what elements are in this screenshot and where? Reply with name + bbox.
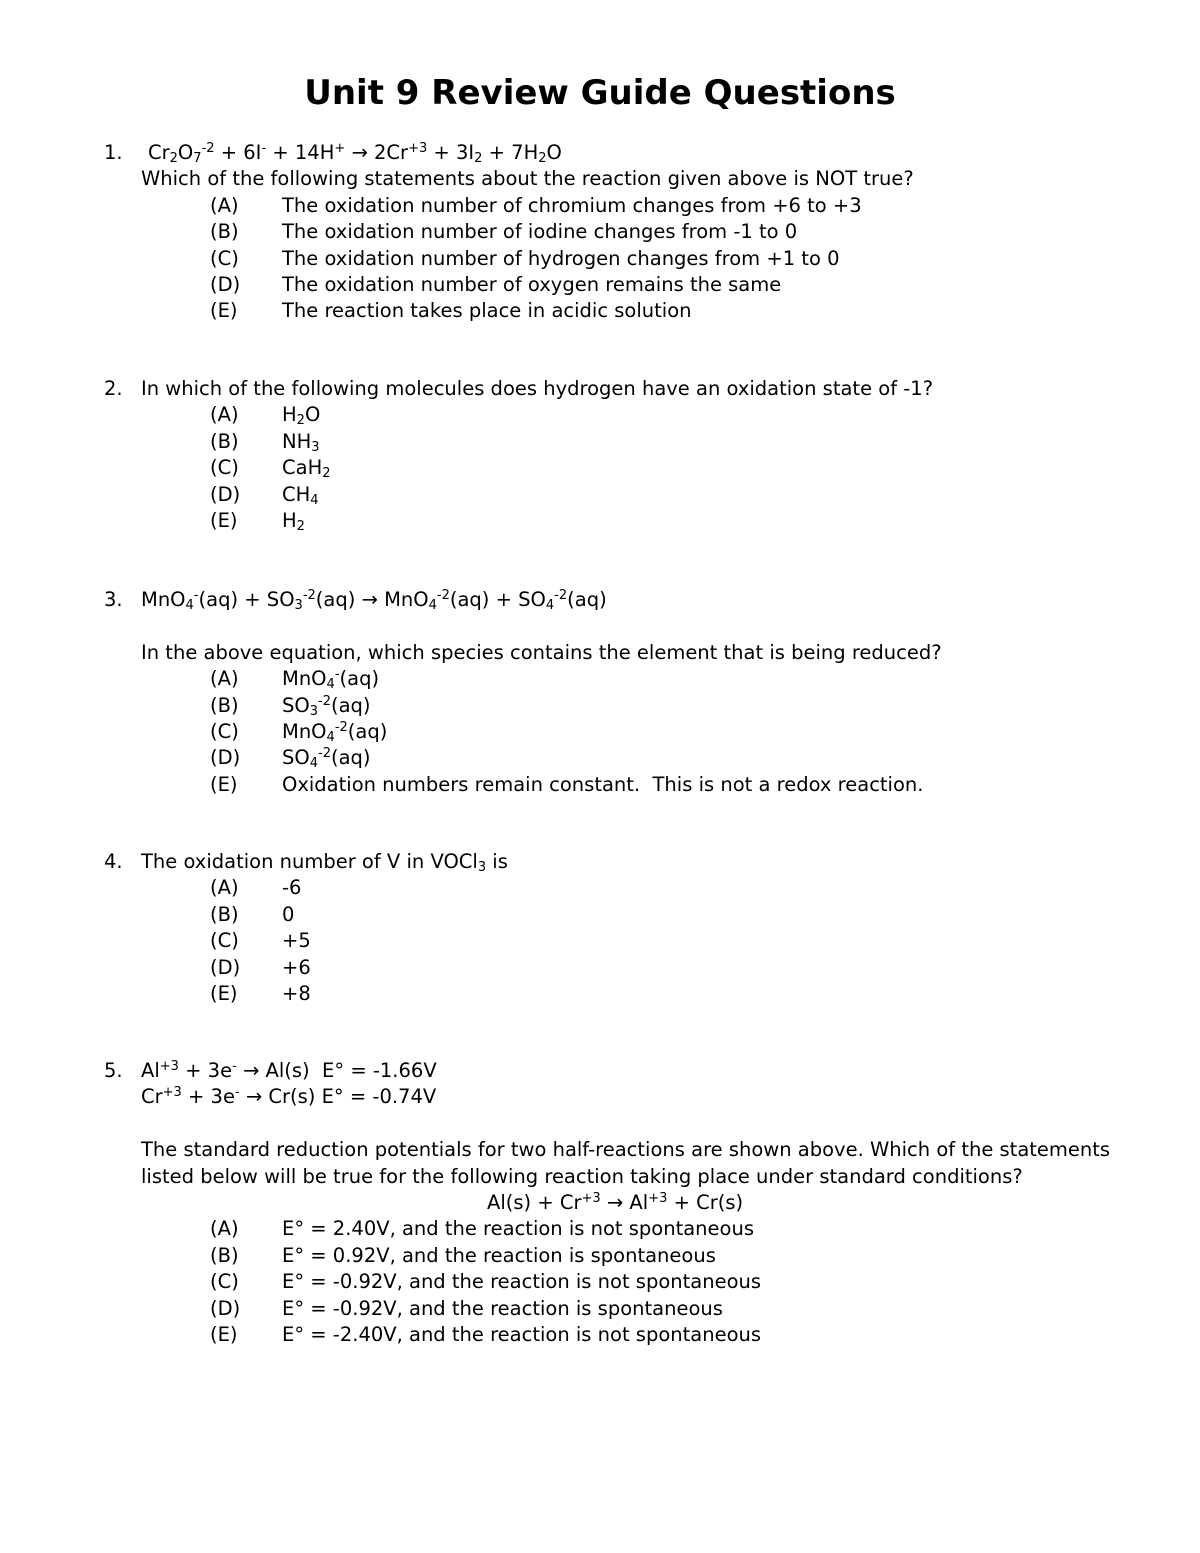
- question-2-prompt-row: [104, 376, 1144, 402]
- option-d: (D) The oxidation number of oxygen remains the same: [210, 272, 782, 296]
- arrow-icon: →: [351, 141, 368, 164]
- question-3-equation: $MnO_4^-(aq) + SO_3^{-2}(aq) \to MnO_4^{-2}(aq) + SO_4^{-2}(aq)$: [141, 588, 607, 613]
- question-1-reaction: $Cr_2O_7^{-2} + 6I^- + 14H^+ \to 2Cr^{+3} + 3I_2 + 7H_2O$: [148, 141, 562, 166]
- question-prompt: In the above equation, which species contains the element that is being reduced?: [141, 640, 942, 664]
- option-a: (A) -6: [210, 876, 302, 900]
- question-number: 5.: [104, 1059, 123, 1082]
- question-4: [104, 849, 1144, 1007]
- option-c: (C) +5: [210, 929, 311, 953]
- option-b: (B) $SO_3^{-2}(aq)$: [210, 693, 371, 719]
- option-a: (A) The oxidation number of chromium changes from +6 to +3: [210, 193, 862, 217]
- question-4-prompt-row: [104, 849, 1144, 875]
- option-b: (B) The oxidation number of iodine changes from -1 to 0: [210, 220, 798, 244]
- question-3-equation-row: [104, 587, 1144, 613]
- arrow-icon: →: [361, 588, 378, 611]
- question-2: [104, 376, 1144, 534]
- question-prompt: The oxidation number of V in VOCl$_3$ is: [141, 850, 508, 875]
- option-d: (D) E° = -0.92V, and the reaction is spontaneous: [210, 1296, 723, 1320]
- option-d: (D) +6: [210, 955, 311, 979]
- question-prompt: The standard reduction potentials for two half-reactions are shown above. Which of the statements listed below will be true for the following reaction taking place under standard conditions?: [141, 1138, 1111, 1188]
- question-1: [104, 140, 1144, 325]
- option-c: (C) MnO$_4^{-2}$(aq): [210, 719, 388, 745]
- question-1-equation-row: [104, 140, 1144, 166]
- arrow-icon: →: [245, 1085, 263, 1109]
- question-number: 1.: [104, 141, 123, 164]
- option-e: (E) +8: [210, 981, 311, 1005]
- question-3: [104, 587, 1144, 798]
- question-5: [104, 1058, 1144, 1348]
- question-3-prompt-row: [104, 640, 1144, 666]
- arrow-icon: →: [242, 1059, 260, 1082]
- page-title: Unit 9 Review Guide Questions: [304, 73, 896, 113]
- question-prompt: In which of the following molecules does hydrogen have an oxidation state of -1?: [141, 377, 934, 400]
- question-number: 2.: [104, 377, 123, 400]
- option-d: (D) $SO_4^{-2}(aq)$: [210, 746, 371, 772]
- question-5-half-reaction-2: $Cr^{+3} + 3e^- \to Cr(s) E^\circ = -0.74V$: [141, 1085, 437, 1109]
- option-e: (E) E° = -2.40V, and the reaction is not spontaneous: [210, 1322, 762, 1346]
- question-number: 4.: [104, 850, 123, 873]
- option-b: (B) E° = 0.92V, and the reaction is spontaneous: [210, 1243, 716, 1267]
- option-e: (E) $H_2$: [210, 508, 305, 534]
- option-b: (B) 0: [210, 902, 295, 926]
- option-a: (A) $H_2O$: [210, 403, 321, 429]
- option-b: (B) $NH_3$: [210, 429, 320, 455]
- arrow-icon: →: [606, 1190, 624, 1214]
- question-5-reaction: $Al(s) + Cr^{+3} \to Al^{+3} + Cr(s)$: [487, 1190, 744, 1214]
- option-a: (A) E° = 2.40V, and the reaction is not spontaneous: [210, 1217, 754, 1241]
- question-number: 3.: [104, 588, 123, 611]
- option-c: (C) E° = -0.92V, and the reaction is not spontaneous: [210, 1270, 762, 1294]
- option-d: (D) $CH_4$: [210, 482, 319, 508]
- option-c: (C) CaH$_2$: [210, 456, 331, 482]
- option-c: (C) The oxidation number of hydrogen changes from +1 to 0: [210, 246, 840, 270]
- question-1-prompt-row: [104, 166, 1144, 192]
- option-a: (A) MnO$_4$-(aq): [210, 667, 380, 693]
- option-e: (E) Oxidation numbers remain constant. This is not a redox reaction.: [210, 772, 924, 796]
- question-prompt: Which of the following statements about the reaction given above is NOT true?: [141, 167, 914, 191]
- question-5-half-reaction-1: 5. $Al^{+3} + 3e^- \to Al(s) E^\circ = -1.66V$: [104, 1058, 1144, 1084]
- option-e: (E) The reaction takes place in acidic solution: [210, 299, 692, 323]
